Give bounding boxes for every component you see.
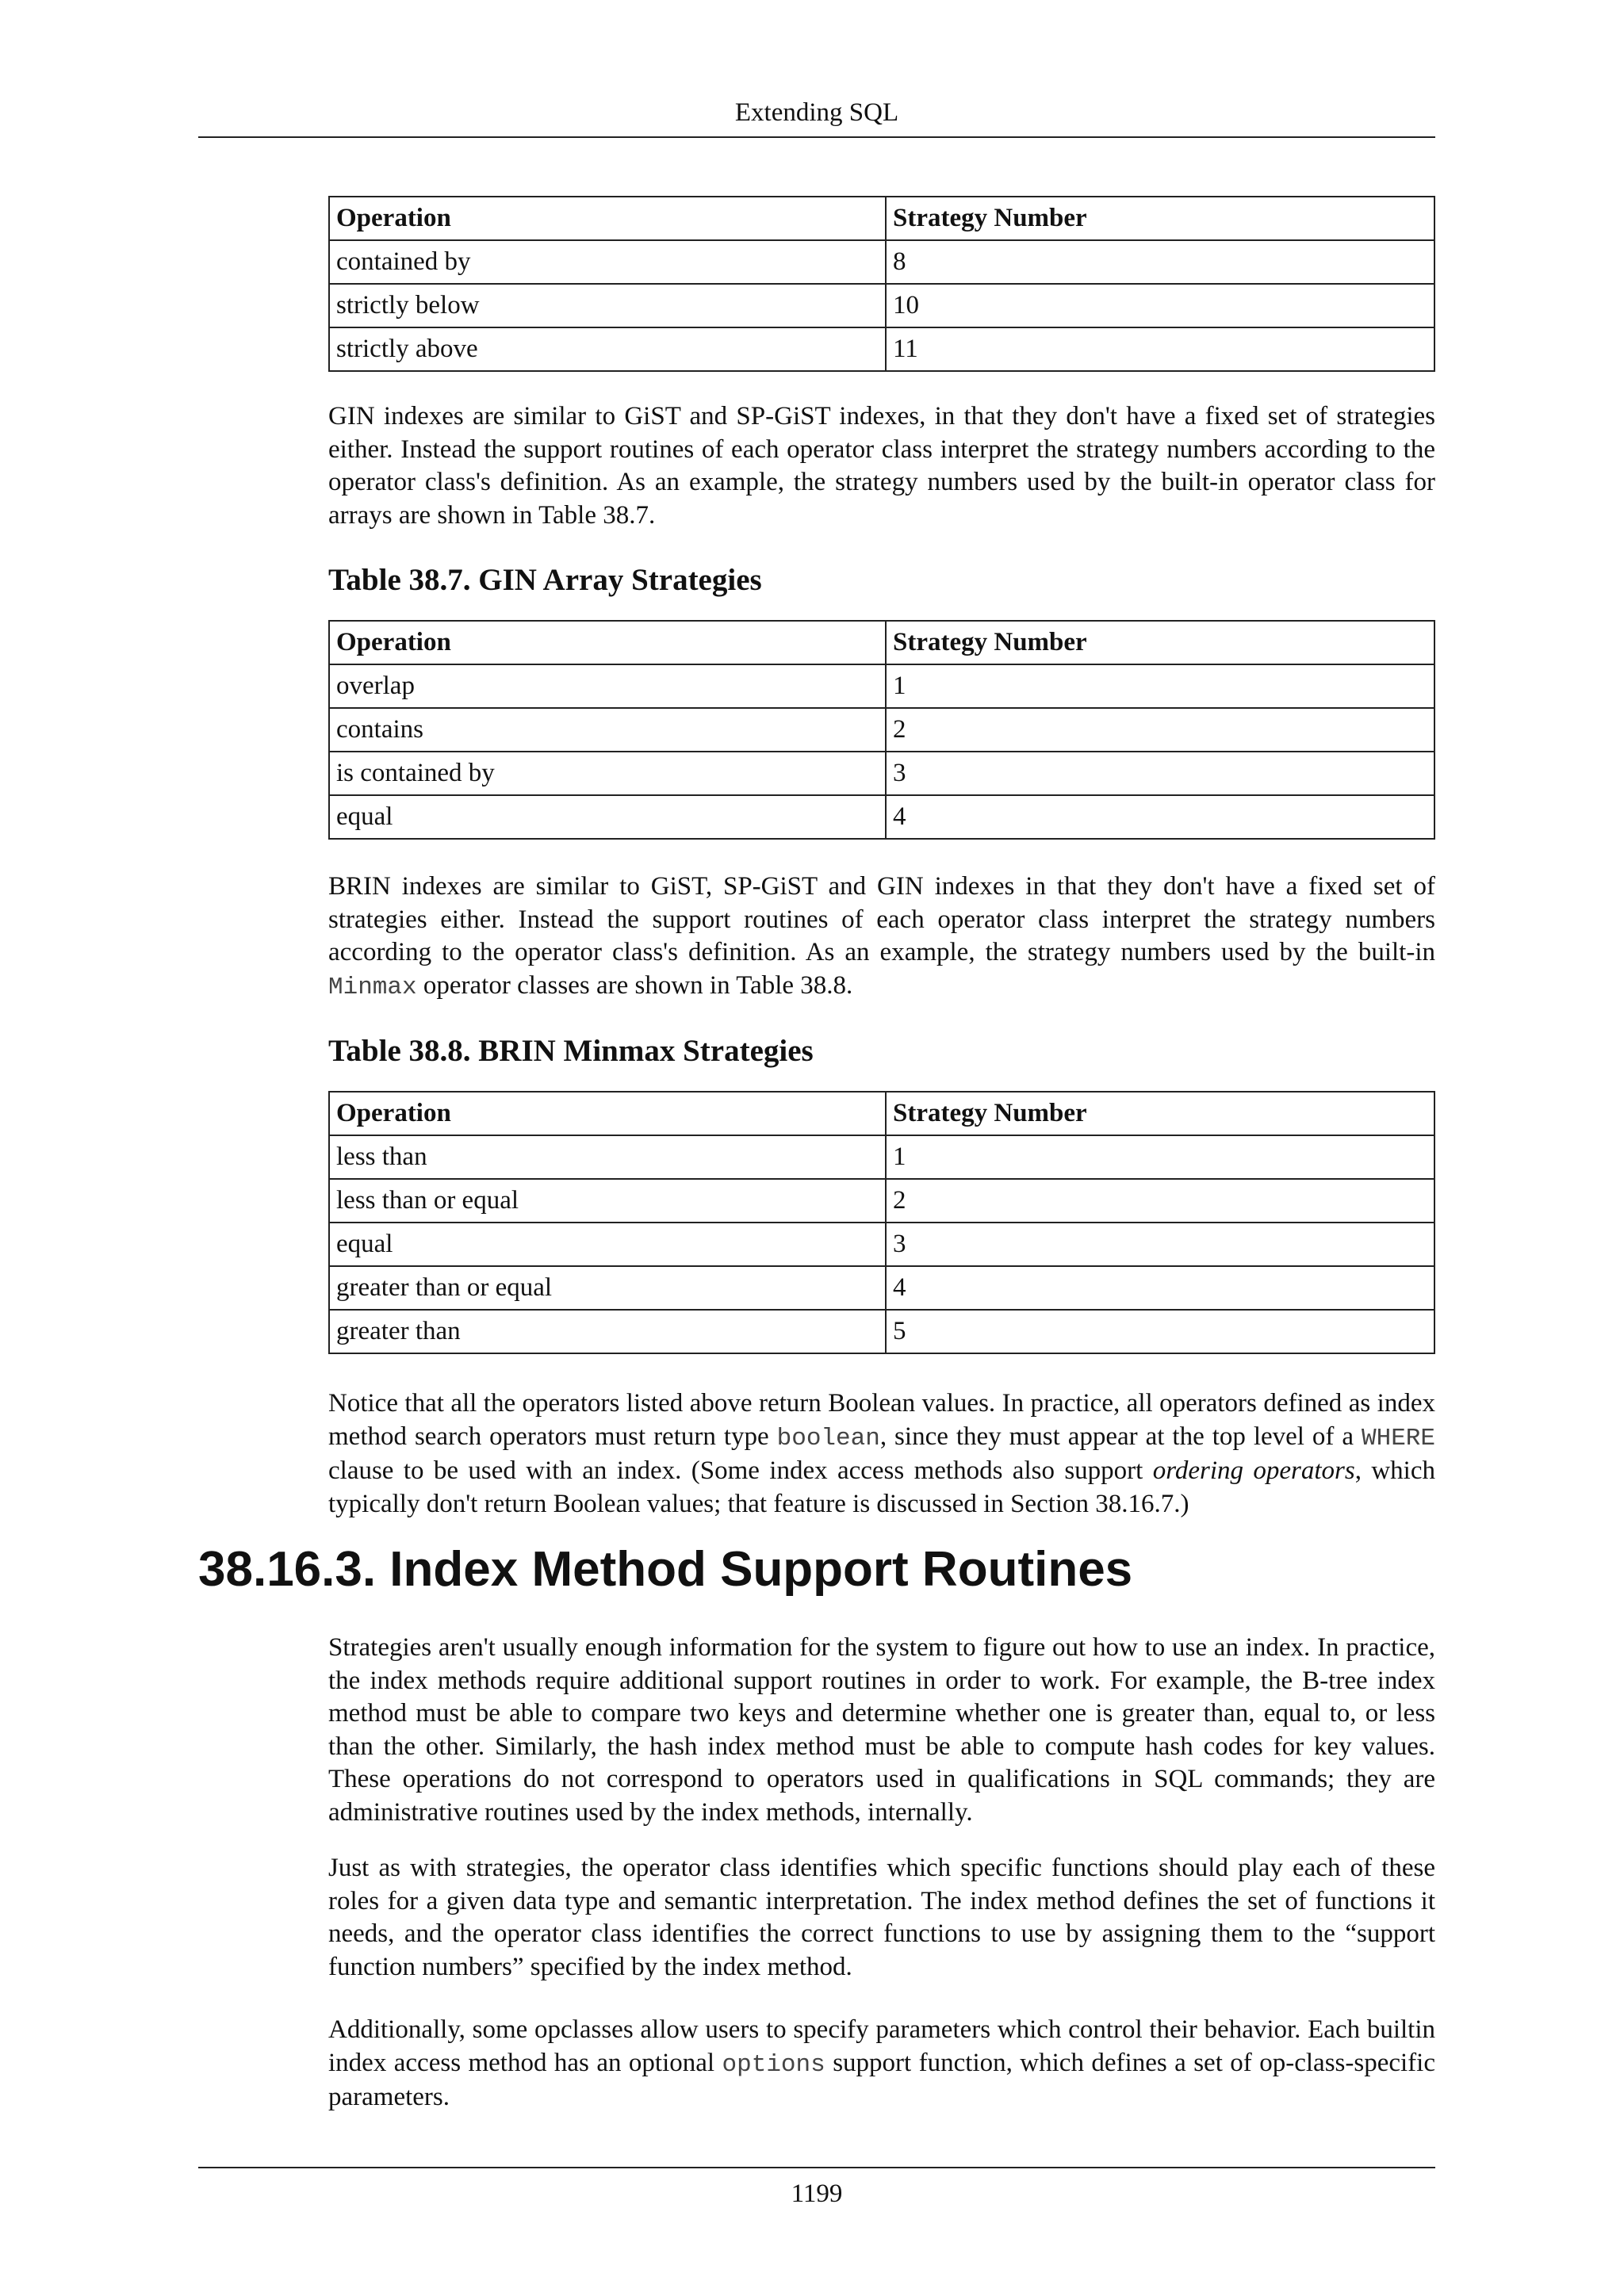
table-row bbox=[329, 1135, 1434, 1179]
table-row bbox=[329, 240, 1434, 284]
text-run: , which typically don't return Boolean values; that feature is discussed in Section 38.16.7.) bbox=[328, 1456, 1435, 1518]
table-cell: less than bbox=[329, 1135, 886, 1179]
table-cell: equal bbox=[329, 795, 886, 839]
table-row bbox=[329, 284, 1434, 327]
table-cell: 4 bbox=[886, 795, 1434, 839]
table-cell: strictly below bbox=[329, 284, 886, 327]
table-cell: 1 bbox=[886, 1135, 1434, 1179]
text-run: BRIN indexes are similar to GiST, SP-GiST and GIN indexes in that they don't have a fixed set of strategies either. Instead the support routines of each operator class interpret the strategy numbers according to the operator class's definition. As an example, the strategy numbers used by the built-in bbox=[328, 872, 1435, 966]
just-as-paragraph: Just as with strategies, the operator class identifies which specific functions should play each of these roles for a given data type and semantic interpretation. The index method defines the set of functions it needs, and the operator class identifies the correct functions to use by assigning them to the “support function numbers” specified by the index method. bbox=[328, 1854, 1435, 1981]
inline-code: options bbox=[722, 2050, 825, 2079]
text-run: Additionally, some opclasses allow users to specify parameters which control their behavior. Each builtin index access method has an optional bbox=[328, 2015, 1435, 2077]
table-cell: 10 bbox=[886, 284, 1434, 327]
table-row bbox=[329, 327, 1434, 371]
inline-code: WHERE bbox=[1362, 1424, 1436, 1452]
column-header: Operation bbox=[329, 1092, 886, 1135]
section-heading: 38.16.3. Index Method Support Routines bbox=[198, 1542, 1133, 1597]
table-cell: 3 bbox=[886, 1223, 1434, 1266]
table-row bbox=[329, 795, 1434, 839]
table-cell: 4 bbox=[886, 1266, 1434, 1310]
strategy-table-continued bbox=[328, 196, 1435, 372]
table-cell: overlap bbox=[329, 664, 886, 708]
text-run: , since they must appear at the top level of a bbox=[879, 1422, 1362, 1451]
table-row bbox=[329, 708, 1434, 752]
additionally-paragraph bbox=[328, 2014, 1435, 2114]
column-header: Strategy Number bbox=[886, 1092, 1434, 1135]
table-cell: contains bbox=[329, 708, 886, 752]
table-row bbox=[329, 1179, 1434, 1223]
column-header: Operation bbox=[329, 621, 886, 664]
text-run: clause to be used with an index. (Some index access methods also support bbox=[328, 1456, 1153, 1485]
table-cell: 1 bbox=[886, 664, 1434, 708]
table-cell: 5 bbox=[886, 1310, 1434, 1353]
footer-rule bbox=[198, 2167, 1435, 2168]
gin-intro-paragraph: GIN indexes are similar to GiST and SP-GiST indexes, in that they don't have a fixed set of strategies either. Instead the support routines of each operator class interpret the strategy numbers according to the operator class's definition. As an example, the strategy numbers used by the built-in operator class for arrays are shown in Table 38.7. bbox=[328, 402, 1435, 530]
table-caption: Table 38.8. BRIN Minmax Strategies bbox=[328, 1034, 814, 1068]
table bbox=[328, 620, 1435, 840]
table-row bbox=[329, 664, 1434, 708]
table-caption: Table 38.7. GIN Array Strategies bbox=[328, 563, 762, 597]
table-cell: 3 bbox=[886, 752, 1434, 795]
table-cell: less than or equal bbox=[329, 1179, 886, 1223]
notice-paragraph bbox=[328, 1387, 1435, 1521]
text-run: support function, which defines a set of op-class-specific parameters. bbox=[328, 2048, 1435, 2111]
table bbox=[328, 196, 1435, 372]
text-run: Notice that all the operators listed above return Boolean values. In practice, all operators defined as index method search operators must return type bbox=[328, 1389, 1435, 1451]
table-cell: greater than bbox=[329, 1310, 886, 1353]
brin-minmax-strategies-table bbox=[328, 1091, 1435, 1354]
brin-intro-paragraph bbox=[328, 871, 1435, 1004]
table-row bbox=[329, 1310, 1434, 1353]
column-header: Operation bbox=[329, 197, 886, 240]
table-row bbox=[329, 1223, 1434, 1266]
table-cell: equal bbox=[329, 1223, 886, 1266]
inline-code: boolean bbox=[776, 1424, 880, 1452]
inline-code: Minmax bbox=[328, 973, 417, 1001]
table-cell: 8 bbox=[886, 240, 1434, 284]
table-header-row bbox=[329, 197, 1434, 240]
table-cell: 2 bbox=[886, 708, 1434, 752]
table-row bbox=[329, 1266, 1434, 1310]
table-header-row bbox=[329, 1092, 1434, 1135]
running-header: Extending SQL bbox=[734, 98, 899, 127]
header-rule bbox=[198, 136, 1435, 138]
table-cell: is contained by bbox=[329, 752, 886, 795]
emphasis-text: ordering operators bbox=[1152, 1456, 1355, 1485]
table-cell: 11 bbox=[886, 327, 1434, 371]
gin-array-strategies-table bbox=[328, 620, 1435, 840]
table bbox=[328, 1091, 1435, 1354]
column-header: Strategy Number bbox=[886, 621, 1434, 664]
table-cell: 2 bbox=[886, 1179, 1434, 1223]
page-number: 1199 bbox=[791, 2179, 843, 2208]
column-header: Strategy Number bbox=[886, 197, 1434, 240]
table-row bbox=[329, 752, 1434, 795]
table-cell: strictly above bbox=[329, 327, 886, 371]
table-header-row bbox=[329, 621, 1434, 664]
table-cell: greater than or equal bbox=[329, 1266, 886, 1310]
text-run: operator classes are shown in Table 38.8. bbox=[416, 970, 853, 1000]
strategies-not-enough-paragraph: Strategies aren't usually enough information for the system to figure out how to use an index. In practice, the index methods require additional support routines in order to work. For example, the B-tree index method must be able to compare two keys and determine whether one is greater than, equal to, or less than the other. Similarly, the hash index method must be able to compute hash codes for key values. These operations do not correspond to operators used in qualifications in SQL commands; they are administrative routines used by the index methods, internally. bbox=[328, 1633, 1435, 1827]
table-cell: contained by bbox=[329, 240, 886, 284]
